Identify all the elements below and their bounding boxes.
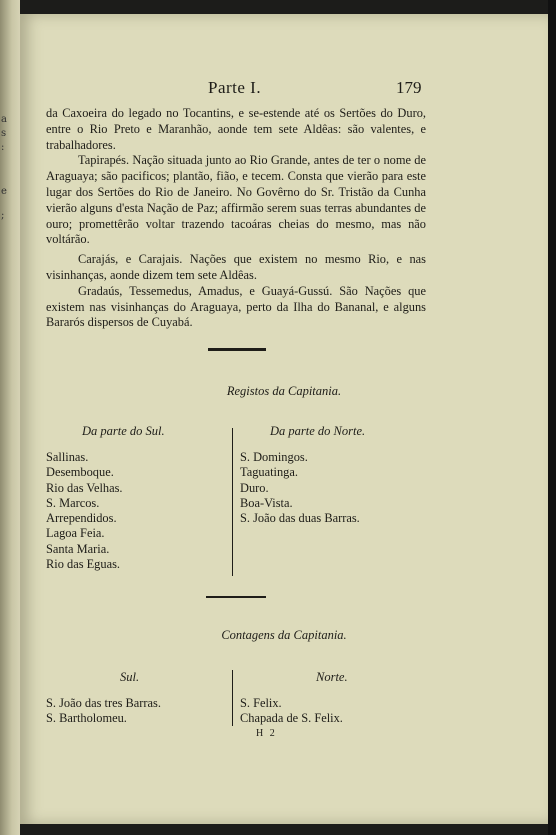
page-number: 179 xyxy=(396,78,422,97)
right-page-edge xyxy=(548,0,556,835)
list-item: S. João das tres Barras. xyxy=(46,696,161,710)
list-item: Rio das Velhas. xyxy=(46,480,123,495)
spine-fragment: e xyxy=(1,186,7,197)
spine-fragment: s xyxy=(1,128,7,139)
running-head: Parte I. xyxy=(208,78,262,97)
list-item: Sallinas. xyxy=(46,450,89,464)
previous-page-edge xyxy=(0,0,20,835)
list-item: S. Domingos. xyxy=(240,450,308,464)
list-item: S. João das duas Barras. xyxy=(240,511,360,526)
registos-norte-list xyxy=(240,450,360,526)
list-item: Taguatinga. xyxy=(240,465,298,480)
list-item: S. Bartholomeu. xyxy=(46,711,127,726)
registos-sul-heading: Da parte do Sul. xyxy=(82,424,165,438)
section-divider xyxy=(206,596,266,598)
paragraph: da Caxoeira do legado no Tocantins, e se-estende até os Sertões do Duro, entre o Rio Preto e Maranhão, aonde tem sete Aldêas: são valentes, e trabalhadores. xyxy=(46,106,426,152)
list-item: S. Marcos. xyxy=(46,495,100,510)
list-item: Arrependidos. xyxy=(46,511,117,526)
registos-sul-list xyxy=(46,450,123,572)
paragraph: Tapirapés. Nação situada junto ao Rio Grande, antes de ter o nome de Araguaya; são pacificos; plantão, fião, e tecem. Consta que vierão para este lugar dos Sertões do Rio de Janeiro. No Govêrno do Sr. Tristão da Cunha vierão alguns d'esta Nação de Paz; affirmão serem suas terras abundantes de ouro; promettêrão voltar trazendo tacoáras cheias do mesmo, mas não voltárão. xyxy=(46,153,426,247)
list-item: S. Felix. xyxy=(240,696,282,710)
spine-fragment: : xyxy=(1,142,5,153)
list-item: Duro. xyxy=(240,480,269,495)
column-divider xyxy=(232,428,233,576)
registos-norte-heading: Da parte do Norte. xyxy=(270,424,366,438)
section-divider xyxy=(208,348,266,351)
paragraph: Gradaús, Tessemedus, Amadus, e Guayá-Gussú. São Nações que existem nas visinhanças do Araguaya, perto da Ilha do Bananal, e alguns Bararós dispersos de Cuyabá. xyxy=(46,283,426,330)
column-divider xyxy=(232,670,233,726)
spine-fragment: a xyxy=(1,114,7,125)
list-item: Boa-Vista. xyxy=(240,495,293,510)
paragraph: Carajás, e Carajais. Nações que existem no mesmo Rio, e nas visinhanças, aonde dizem tem sete Aldêas. xyxy=(46,252,426,282)
contagens-sul-list xyxy=(46,696,161,727)
list-item: Lagoa Feia. xyxy=(46,526,105,541)
contagens-sul-heading: Sul. xyxy=(120,670,140,684)
contagens-norte-list xyxy=(240,696,343,727)
signature-mark: H 2 xyxy=(256,728,277,739)
list-item: Rio das Eguas. xyxy=(46,557,120,572)
registos-title: Registos da Capitania. xyxy=(226,384,342,398)
list-item: Santa Maria. xyxy=(46,541,110,556)
spine-fragment: ; xyxy=(1,210,5,221)
contagens-norte-heading: Norte. xyxy=(316,670,348,684)
list-item: Desemboque. xyxy=(46,465,114,480)
list-item: Chapada de S. Felix. xyxy=(240,711,343,726)
body-text xyxy=(46,106,426,331)
page-header xyxy=(20,78,548,102)
contagens-title: Contagens da Capitania. xyxy=(221,628,347,642)
book-page xyxy=(20,14,548,824)
